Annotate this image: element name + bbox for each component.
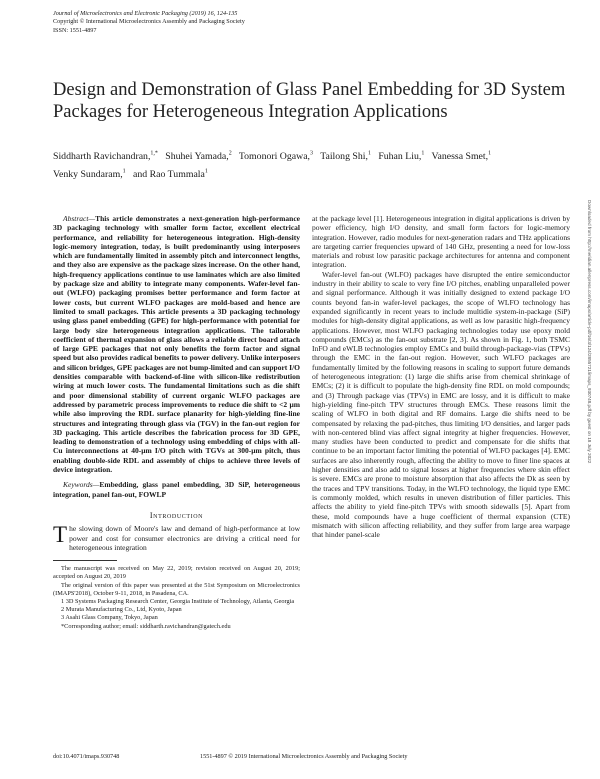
footnote-corresponding: *Corresponding author; email: siddharth.ravichandran@gatech.edu	[61, 622, 231, 630]
author-name: Venky Sundaram,	[53, 168, 123, 180]
download-watermark	[585, 200, 593, 590]
abstract	[53, 214, 300, 474]
drop-cap: T	[53, 522, 68, 548]
author-affiliation: 1	[421, 151, 425, 157]
author-affiliation: 1	[488, 151, 492, 157]
doi[interactable]: doi:10.4071/imaps.930748	[53, 753, 120, 760]
author-name: and Rao Tummala	[133, 168, 205, 180]
footnote-rule	[53, 560, 117, 561]
author	[165, 151, 231, 162]
author-name: Tailong Shi,	[320, 151, 368, 163]
section-heading-introduction: Introduction	[149, 510, 204, 520]
author-affiliation: 1,*	[150, 151, 158, 157]
author	[378, 151, 424, 162]
author-name: Tomonori Ogawa,	[238, 151, 311, 163]
author-affiliation: 2	[228, 151, 232, 157]
footnote-affiliation-1: 1 3D Systems Packaging Research Center, Georgia Institute of Technology, Atlanta, Georgia	[61, 597, 295, 605]
footnotes	[53, 565, 300, 631]
footnote-affiliation-2: 2 Murata Manufacturing Co., Ltd, Kyoto, Japan	[61, 606, 182, 614]
author	[53, 151, 158, 162]
author	[53, 169, 126, 180]
keywords-label: Keywords—	[63, 480, 100, 490]
footnote-received: The manuscript was received on May 22, 2019; revision received on August 20, 2019; accepted on August 20, 2019	[53, 565, 300, 581]
author	[431, 151, 491, 162]
abstract-label: Abstract—	[63, 214, 96, 223]
footnote-original: The original version of this paper was presented at the 51st Symposium on Microelectronics (IMAPS'2018), October 9-11, 2018, in Pasadena, CA.	[53, 581, 300, 597]
footnote-affiliation-3: 3 Asahi Glass Company, Tokyo, Japan	[61, 614, 158, 622]
keywords-text: Embedding, glass panel embedding, 3D SiP, heterogeneous integration, panel fan-out, FOWLP	[53, 480, 300, 499]
author	[133, 169, 208, 180]
author-name: Siddharth Ravichandran,	[53, 151, 151, 163]
author-list	[53, 147, 573, 182]
keywords	[53, 480, 300, 499]
author-affiliation: 1	[204, 168, 208, 175]
author-affiliation: 3	[310, 151, 314, 157]
footer-copyright: 1551-4897 © 2019 International Microelectronics Assembly and Packaging Society	[200, 753, 408, 760]
body-paragraph-1: at the package level [1]. Heterogeneous integration in digital applications is driven by power efficiency, high I/O density, and small form factors for logic-memory integration. However, radio modules for next-generation radars and THz applications are targeting carrier frequencies upward of 140 GHz, presenting a need for low-loss materials and robust low parasitic package architectures for antenna and component integration.	[312, 214, 570, 270]
journal-citation: Journal of Microelectronics and Electronic Packaging (2019) 16, 124-135	[53, 10, 238, 17]
abstract-text: This article demonstrates a next-generation high-performance 3D packaging technology with smaller form factor, excellent electrical performance, and reliability for heterogeneous integration. High-density logic-memory integration, today, is built predominantly using interposers which are fundamentally limited in assembly pitch and interconnect lengths, and they also are expensive as the package sizes increase. On the other hand, high-frequency applications continue to use laminates which are also limited by package size and ability to integrate many components. Wafer-level fan-out (WLFO) packaging promises better performance and form factor at lower costs, but current WLFO packages are mold-based and hence are limited to small packages. This article presents a 3D packaging technology using glass panel embedding (GPE) for high-performance with potential for large body size heterogeneous integration applications. The tailorable coefficient of thermal expansion of glass allows a reliable direct board attach of large GPE packages that not only benefits the form factor and signal speed but also provides radical benefits to power delivery. Unlike interposers and silicon bridges, GPE packages are not bump-limited and can support I/O densities comparable with backend-of-line with silicon-like redistribution wiring at much lower costs. The fundamental limitations such as die shift and poor dimensional stability of current organic WLFO packages are addressed by parametric process improvements to reduce die shift to <2 μm while also improving the RDL surface planarity for high-yielding fine-line structures and integrating through glass via (TGV) in the fan-out region for 3D packaging. This article describes the fabrication process for 3D GPE, leading to demonstration of a technology using embedding of chips with all-Cu interconnections at 40-μm I/O pitch with TGVs at 300-μm pitch, thus enabling double-side RDL and assembly of chips to achieve three levels of device integration.	[53, 214, 300, 475]
author-name: Fuhan Liu,	[378, 151, 422, 163]
author-name: Vanessa Smet,	[431, 151, 489, 163]
author	[239, 151, 313, 162]
paper-title: Design and Demonstration of Glass Panel Embedding for 3D System Packages for Heterogeneous Integration Applications	[53, 80, 566, 122]
author-affiliation: 1	[367, 151, 371, 157]
intro-text: he slowing down of Moore's law and demand of high-performance at low power and cost for consumer electronics are driving a critical need for heterogeneous integration	[69, 524, 300, 552]
intro-paragraph	[53, 524, 300, 552]
left-column	[53, 214, 300, 631]
download-note: Downloaded from http://meridian.allenpress.com/imaps/article-pdf/16/3/124/2855721/imaps_930748.pdf by guest on 18 July 2022	[587, 200, 592, 464]
body-paragraph-2: Wafer-level fan-out (WLFO) packages have disrupted the entire semiconductor industry in their ability to scale to very fine I/O pitches, enabling unparalleled power and signal performance. Although it was initially designed to extend package I/O counts beyond fan-in wafer-level packages, the scope of WLFO technology has expanded significantly in recent years to include multidie system-in-package (SiP) modules for high-density digital applications, as well as low parasitic high-frequency applications. However, most WLFO packaging technologies today use epoxy mold compounds (EMCs) as the fan-out substrate [2, 3]. As shown in Fig. 1, both TSMC InFO and eWLB technologies employ EMCs and build through-package-vias (TPVs) through the EMC in the fan-out region. However, such WLFO packages are fundamentally limited by the following reasons in scaling to support future demands of heterogeneous integration: (1) large die shifts arise from chemical shrinkage of EMCs; (2) it is difficult to populate the high-density fine RDL on mold compounds; and (3) Through package vias (TPVs) in EMC are lossy, and it is difficult to make high-yielding fine-pitch TPV structures through EMCs. These reasons limit the scaling of WLFO in both digital and RF domains. Large die shifts need to be compensated by relaxing the pad-pitches, thus limiting I/O densities, and larger pads with non-centered blind vias affect signal integrity at higher frequencies. However, many studies have been conducted to predict and compensate for die shifts that continue to be an important factor limiting the potential of WLFO packages [4]. EMC surfaces are also inherently rough, affecting the ability to move to finer line spaces at higher densities and also add to signal losses at higher frequencies where skin effect is severe. EMCs are prone to moisture absorption that also affects the Dk as seen by the traces and TPV transitions. Today, in the WLFO technology, the liquid type EMC is commonly molded, which results in uneven distribution of filler particles. This affects the ability to yield fine-pitch TPVs with smooth sidewalls [5]. Apart from these, mold compounds have a huge coefficient of thermal expansion (CTE) mismatch with silicon affecting reliability, and they suffer from large area warpage that hinder panel-scale	[312, 269, 570, 540]
copyright-line: Copyright © International Microelectronics Assembly and Packaging Society	[53, 18, 245, 26]
issn: ISSN: 1551-4897	[53, 26, 97, 34]
right-column	[312, 214, 570, 539]
author	[320, 151, 371, 162]
author-name: Shuhei Yamada,	[165, 151, 229, 163]
journal-header	[53, 10, 245, 35]
author-affiliation: 1	[122, 168, 126, 175]
